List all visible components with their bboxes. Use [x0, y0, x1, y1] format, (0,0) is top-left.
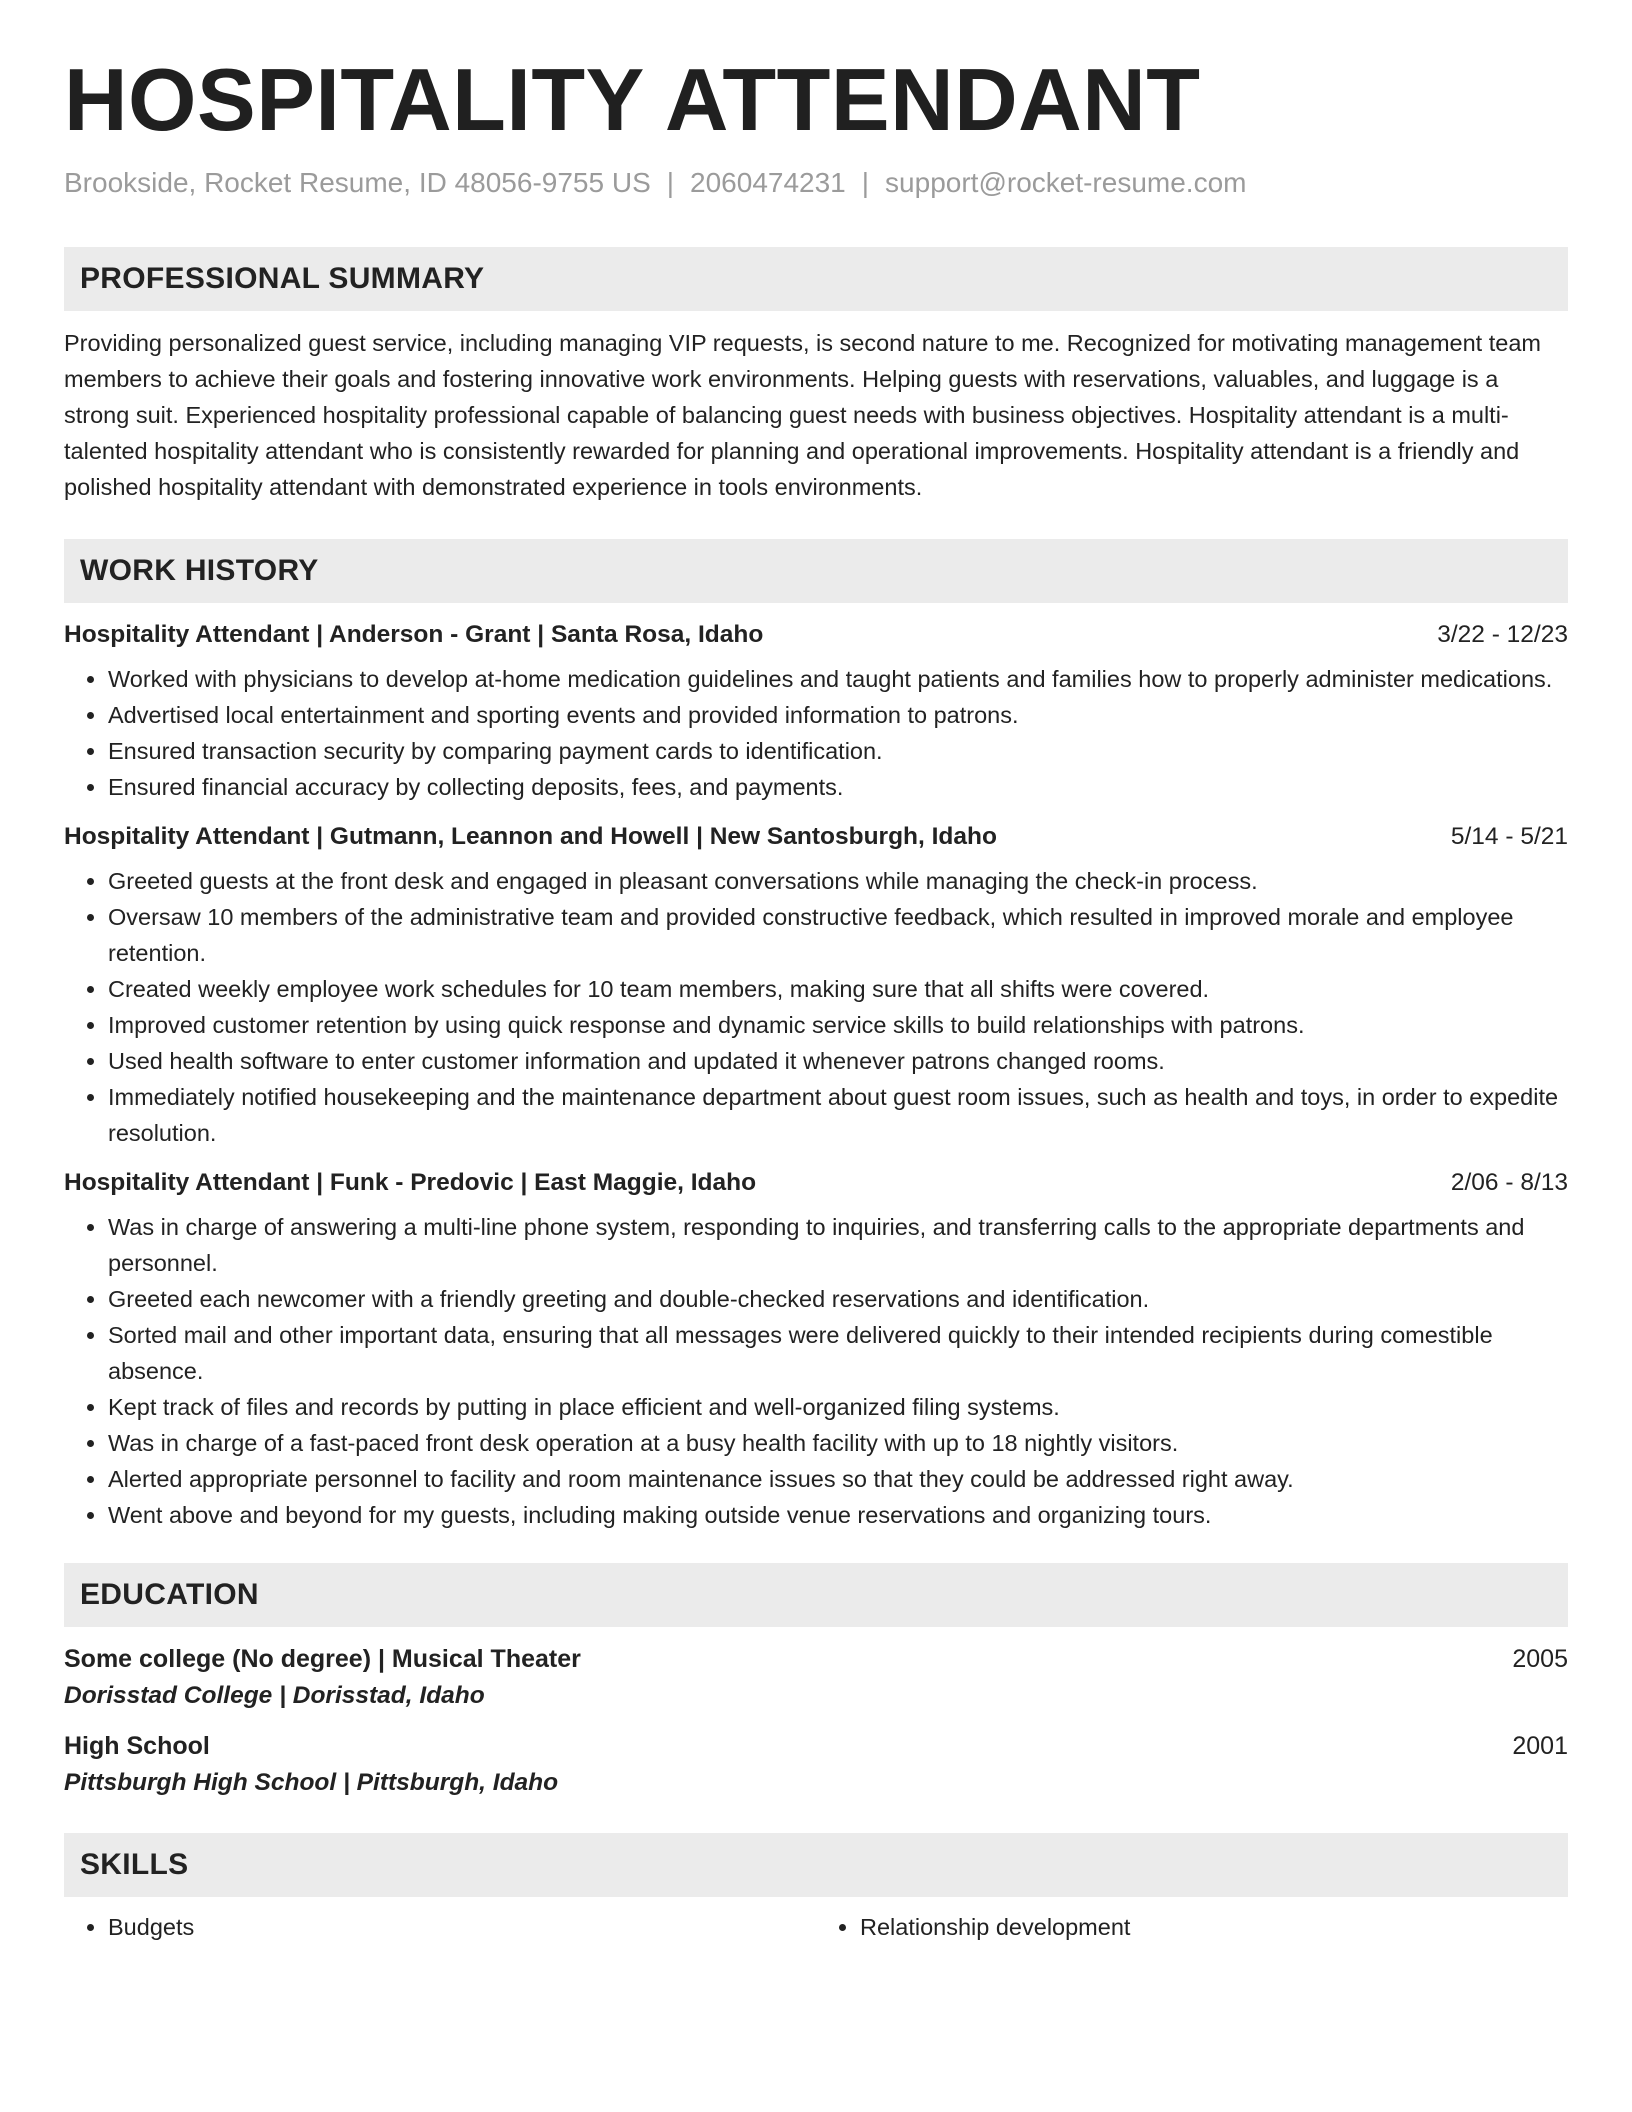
contact-email: support@rocket-resume.com	[885, 166, 1247, 198]
job-header	[64, 621, 1568, 649]
list-item: • Alerted appropriate personnel to facility and room maintenance issues so that they could be addressed right away.	[108, 1461, 1568, 1497]
job-header	[64, 823, 1568, 851]
education-entry	[64, 1732, 1568, 1797]
list-item: • Immediately notified housekeeping and the maintenance department about guest room issues, such as health and toys, in order to expedite resolution.	[108, 1079, 1568, 1151]
job-bullets	[64, 1209, 1568, 1533]
job-date: 2/06 - 8/13	[1450, 1168, 1568, 1196]
list-item: • Improved customer retention by using quick response and dynamic service skills to build relationships with patrons.	[108, 1007, 1568, 1043]
section-header-summary: PROFESSIONAL SUMMARY	[64, 247, 1568, 311]
section-header-education: EDUCATION	[64, 1563, 1568, 1627]
education-entry	[64, 1645, 1568, 1710]
resume-page	[64, 0, 1568, 1945]
list-item: • Created weekly employee work schedules for 10 team members, making sure that all shifts were covered.	[108, 971, 1568, 1007]
skills-grid	[64, 1909, 1568, 1945]
section-header-skills: SKILLS	[64, 1833, 1568, 1897]
list-item: • Used health software to enter customer information and updated it whenever patrons changed rooms.	[108, 1043, 1568, 1079]
list-item: • Kept track of files and records by putting in place efficient and well-organized filing systems.	[108, 1389, 1568, 1425]
list-item: • Relationship development	[860, 1909, 1568, 1945]
job-date: 3/22 - 12/23	[1437, 620, 1568, 648]
summary-text: Providing personalized guest service, including managing VIP requests, is second nature to me. Recognized for motivating management team members to achieve their goals and fostering innovative work environments. Helping guests with reservations, valuables, and luggage is a strong suit. Experienced hospitality professional capable of balancing guest needs with business objectives. Hospitality attendant is a multi-talented hospitality attendant who is consistently rewarded for planning and operational improvements. Hospitality attendant is a friendly and polished hospitality attendant with demonstrated experience in tools environments.	[64, 329, 1541, 500]
job-date: 5/14 - 5/21	[1450, 822, 1568, 850]
contact-address: Brookside, Rocket Resume, ID 48056-9755 US	[64, 166, 651, 198]
list-item: • Greeted each newcomer with a friendly greeting and double-checked reservations and identification.	[108, 1281, 1568, 1317]
skills-column-left	[64, 1909, 816, 1945]
list-item: • Went above and beyond for my guests, including making outside venue reservations and organizing tours.	[108, 1497, 1568, 1533]
job-title: Hospitality Attendant | Funk - Predovic | East Maggie, Idaho	[64, 1168, 757, 1196]
job-header	[64, 1169, 1568, 1197]
contact-line	[64, 167, 1568, 199]
education-title: Some college (No degree) | Musical Theater	[64, 1644, 581, 1673]
education-year: 2005	[1512, 1644, 1568, 1673]
education-header	[64, 1732, 1568, 1761]
section-header-work: WORK HISTORY	[64, 539, 1568, 603]
job-title: Hospitality Attendant | Gutmann, Leannon and Howell | New Santosburgh, Idaho	[64, 822, 997, 850]
job-bullets	[64, 661, 1568, 805]
list-item: • Advertised local entertainment and sporting events and provided information to patrons.	[108, 697, 1568, 733]
education-school: Dorisstad College | Dorisstad, Idaho	[64, 1681, 485, 1709]
list-item: • Ensured transaction security by comparing payment cards to identification.	[108, 733, 1568, 769]
job-entry	[64, 1169, 1568, 1533]
list-item: • Was in charge of answering a multi-line phone system, responding to inquiries, and transferring calls to the appropriate departments and personnel.	[108, 1209, 1568, 1281]
skills-column-right	[816, 1909, 1568, 1945]
list-item: • Sorted mail and other important data, ensuring that all messages were delivered quickly to their intended recipients during comestible absence.	[108, 1317, 1568, 1389]
job-bullets	[64, 863, 1568, 1151]
education-school: Pittsburgh High School | Pittsburgh, Idaho	[64, 1768, 559, 1796]
list-item: • Ensured financial accuracy by collecting deposits, fees, and payments.	[108, 769, 1568, 805]
job-entry	[64, 823, 1568, 1151]
resume-name: HOSPITALITY ATTENDANT	[64, 50, 1201, 149]
job-entry	[64, 621, 1568, 805]
contact-phone: 2060474231	[690, 166, 846, 198]
list-item: • Worked with physicians to develop at-home medication guidelines and taught patients and families how to properly administer medications.	[108, 661, 1568, 697]
education-title: High School	[64, 1731, 210, 1760]
list-item: • Oversaw 10 members of the administrative team and provided constructive feedback, which resulted in improved morale and employee retention.	[108, 899, 1568, 971]
contact-separator: |	[666, 166, 675, 198]
job-title: Hospitality Attendant | Anderson - Grant | Santa Rosa, Idaho	[64, 620, 764, 648]
list-item: • Budgets	[108, 1909, 816, 1945]
contact-separator: |	[861, 166, 870, 198]
education-year: 2001	[1512, 1731, 1568, 1760]
list-item: • Was in charge of a fast-paced front desk operation at a busy health facility with up to 18 nightly visitors.	[108, 1425, 1568, 1461]
list-item: • Greeted guests at the front desk and engaged in pleasant conversations while managing the check-in process.	[108, 863, 1568, 899]
education-header	[64, 1645, 1568, 1674]
